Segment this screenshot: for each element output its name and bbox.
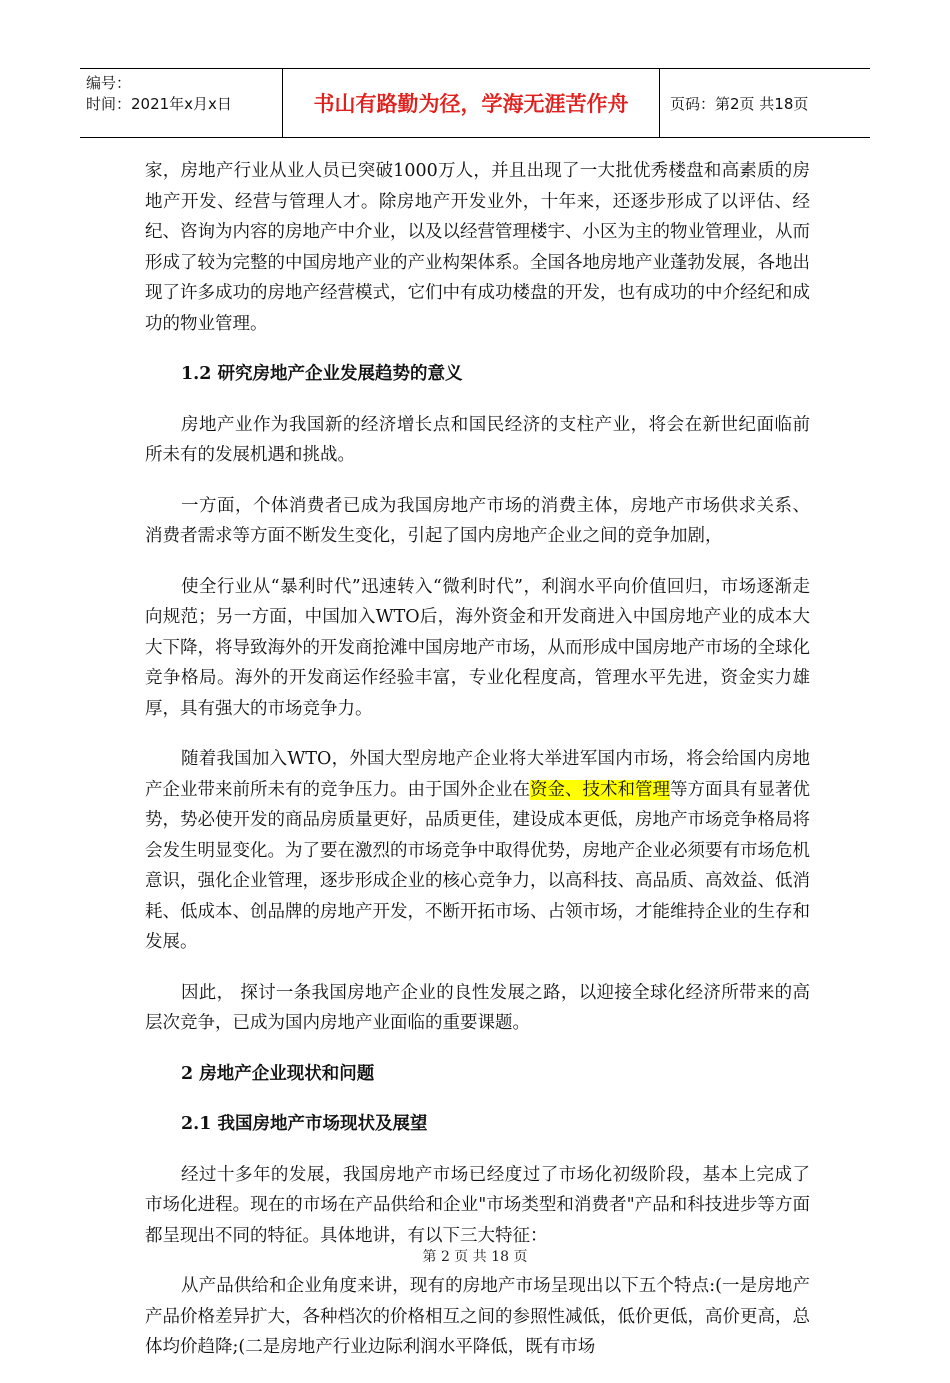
paragraph: 从产品供给和企业角度来讲，现有的房地产市场呈现出以下五个特点:(一是房地产产品价格差异扩大，各种档次的价格相互之间的参照性减低，低价更低，高价更高，总体均价趋降;(二是房地产行业边际利润水平降低，既有市场 [145,1276,810,1357]
page-header [80,68,870,138]
page-footer: 第 2 页 共 18 页 [422,1249,528,1265]
paragraph: 房地产业作为我国新的经济增长点和国民经济的支柱产业，将会在新世纪面临前所未有的发展机遇和挑战。 [145,414,810,465]
header-motto: 书山有路勤为径，学海无涯苦作舟 [283,69,660,137]
time-label: 时间：2021年x月x日 [86,95,232,113]
document-body [145,156,810,1383]
chapter-heading: 2 房地产企业现状和问题 [181,1063,375,1084]
section-heading: 2.1 我国房地产市场现状及展望 [181,1114,428,1134]
paragraph: 因此， 探讨一条我国房地产企业的良性发展之路，以迎接全球化经济所带来的高层次竞争，已成为国内房地产业面临的重要课题。 [145,982,810,1033]
paragraph: 使全行业从“暴利时代”迅速转入“微利时代”，利润水平向价值回归，市场逐渐走向规范；另一方面，中国加入WTO后，海外资金和开发商进入中国房地产业的成本大大下降，将导致海外的开发商抢滩中国房地产市场，从而形成中国房地产市场的全球化竞争格局。海外的开发商运作经验丰富，专业化程度高，管理水平先进，资金实力雄厚，具有强大的市场竞争力。 [145,576,810,719]
paragraph [145,744,810,958]
highlighted-text: 资金、技术和管理 [530,779,670,800]
header-meta [80,69,283,137]
section-heading: 1.2 研究房地产企业发展趋势的意义 [181,364,463,384]
paragraph: 经过十多年的发展，我国房地产市场已经度过了市场化初级阶段，基本上完成了市场化进程。现在的市场在产品供给和企业"市场类型和消费者"产品和科技进步等方面都呈现出不同的特征。具体地讲，有以下三大特征： [145,1164,810,1246]
paragraph-text: 等方面具有显著优势，势必使开发的商品房质量更好，品质更佳，建设成本更低，房地产市场竞争格局将会发生明显变化。为了要在激烈的市场竞争中取得优势，房地产企业必须要有市场危机意识，强化企业管理，逐步形成企业的核心竞争力，以高科技、高品质、高效益、低消耗、低成本、创品牌的房地产开发，不断开拓市场、占领市场，才能维持企业的生存和发展。 [145,779,810,952]
number-label: 编号： [86,74,132,92]
paragraph-text: 随着我国加入WTO，外国大型房地产企业将大举进军国内市场，将会给国内房地产企业带来前所未有的竞争压力。由于国外企业在 [145,749,810,800]
paragraph: 一方面，个体消费者已成为我国房地产市场的消费主体，房地产市场供求关系、消费者需求等方面不断发生变化，引起了国内房地产企业之间的竞争加剧， [145,495,810,546]
paragraph: 家，房地产行业从业人员已突破1000万人，并且出现了一大批优秀楼盘和高素质的房地产开发、经营与管理人才。除房地产开发业外，十年来，还逐步形成了以评估、经纪、咨询为内容的房地产中介业，以及以经营管理楼宇、小区为主的物业管理业，从而形成了较为完整的中国房地产业的产业构架体系。全国各地房地产业蓬勃发展，各地出现了许多成功的房地产经营模式，它们中有成功楼盘的开发，也有成功的中介经纪和成功的物业管理。 [145,161,810,334]
header-page-info: 页码：第2页 共18页 [670,94,809,113]
